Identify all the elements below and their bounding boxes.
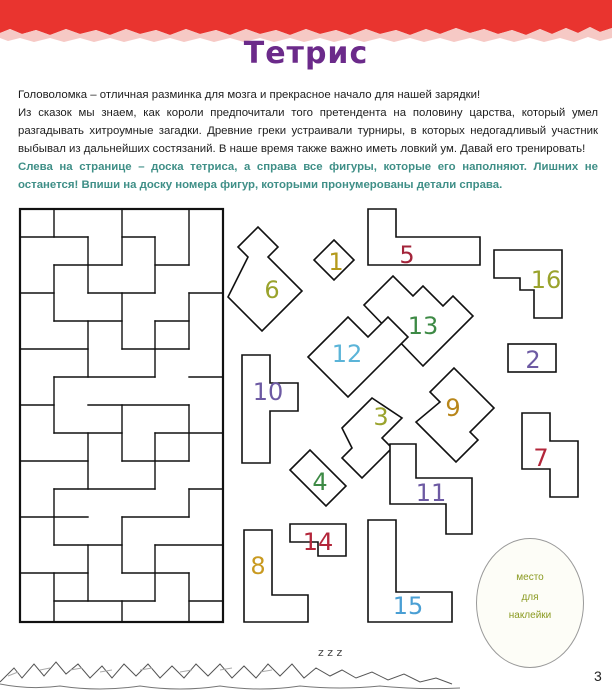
task-text: Слева на странице – доска тетриса, а справа все фигуры, которые его наполняют. Лишних не останется! Впиши на доску номера фигур, которыми пронумерованы детали справа. bbox=[18, 161, 598, 191]
piece-7-label: 7 bbox=[533, 444, 549, 472]
piece-9-label: 9 bbox=[445, 394, 461, 422]
bottom-decoration bbox=[0, 620, 612, 700]
piece-4-label: 4 bbox=[312, 468, 328, 496]
piece-10-label: 10 bbox=[252, 378, 284, 406]
piece-14-label: 14 bbox=[302, 528, 334, 556]
piece-11-label: 11 bbox=[415, 479, 447, 507]
zigzag-leaves bbox=[0, 662, 452, 684]
piece-7-shape[interactable] bbox=[522, 413, 578, 497]
piece-12-label: 12 bbox=[331, 340, 363, 368]
piece-8-label: 8 bbox=[250, 552, 266, 580]
intro-line-1: Головоломка – отличная разминка для мозга и прекрасное начало для нашей зарядки! bbox=[18, 89, 481, 101]
piece-2-label: 2 bbox=[525, 346, 541, 374]
page-number: 3 bbox=[594, 668, 602, 684]
sticker-line-3: наклейки bbox=[508, 610, 552, 621]
piece-3-label: 3 bbox=[373, 403, 389, 431]
sticker-line-2: для bbox=[521, 592, 539, 603]
piece-5-label: 5 bbox=[399, 241, 415, 269]
piece-13-label: 13 bbox=[407, 312, 439, 340]
snore-text: z z z bbox=[318, 646, 343, 659]
piece-15-label: 15 bbox=[392, 592, 424, 620]
piece-6-label: 6 bbox=[264, 276, 280, 304]
sticker-line-1: место bbox=[516, 572, 544, 583]
piece-10-shape[interactable] bbox=[242, 355, 298, 463]
intro-line-2: Из сказок мы знаем, как короли предпочитали того претендента на половину царства, который умел разгадывать хитроумные загадки. Древние греки устраивали турниры, в которых недогадливый участник выбывал из дальнейших состязаний. В наше время также важно иметь ловкий ум. Давай его тренировать! bbox=[18, 107, 598, 155]
piece-1-label: 1 bbox=[328, 248, 344, 276]
piece-16-label: 16 bbox=[530, 266, 562, 294]
piece-5-shape[interactable] bbox=[368, 209, 480, 265]
page-title: Тетрис bbox=[243, 36, 369, 71]
